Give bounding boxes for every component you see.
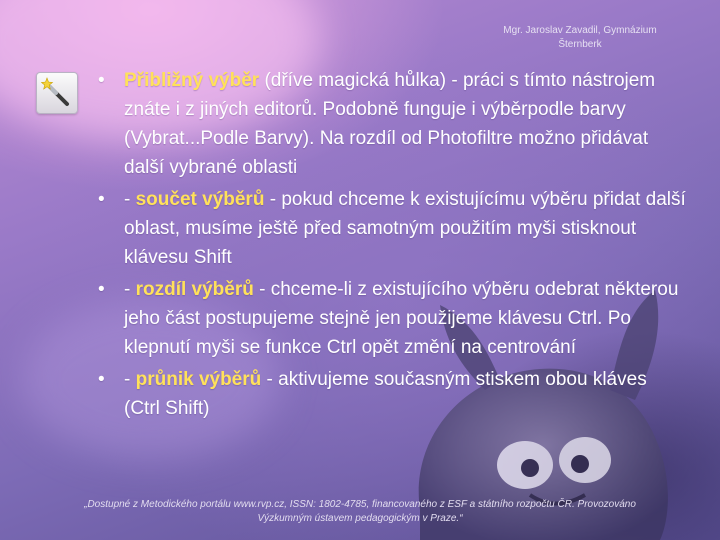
source-footer — [40, 498, 680, 526]
bullet-icon: • — [98, 369, 105, 390]
magic-wand-icon — [36, 72, 78, 114]
list-item — [96, 365, 686, 423]
bullet-list — [96, 66, 686, 426]
term-highlight: rozdíl výběrů — [135, 279, 254, 300]
item-text: - pokud chceme k existujícímu výběru přidat další oblast, musíme ještě před samotným použitím myši stisknout klávesu Shift — [124, 189, 686, 268]
item-prefix: - — [124, 189, 136, 210]
author-line: Mgr. Jaroslav Zavadil, Gymnázium — [503, 25, 657, 36]
bullet-icon: • — [98, 189, 105, 210]
item-text: - aktivujeme současným stiskem obou kláves (Ctrl Shift) — [124, 369, 647, 419]
item-text: (dříve magická hůlka) - práci s tímto nástrojem znáte i z jiných editorů. Podobně funguje i výběrpodle barvy (Vybrat...Podle Barvy). Na rozdíl od Photofiltre možno přidávat další vybrané oblasti — [124, 70, 656, 178]
list-item — [96, 185, 686, 272]
footer-line: Výzkumným ústavem pedagogickým v Praze.“ — [257, 513, 463, 524]
footer-line: „Dostupné z Metodického portálu www.rvp.cz, ISSN: 1802-4785, financovaného z ESF a státního rozpočtu ČR. Provozováno — [84, 499, 636, 510]
term-highlight: Přibližný výběr — [124, 70, 260, 91]
item-prefix: - — [124, 369, 136, 390]
bullet-icon: • — [98, 70, 105, 91]
item-prefix: - — [124, 279, 136, 300]
bullet-icon: • — [98, 279, 105, 300]
school-line: Šternberk — [558, 39, 602, 50]
author-header — [480, 24, 680, 52]
term-highlight: součet výběrů — [135, 189, 265, 210]
list-item — [96, 66, 686, 182]
magic-wand-icon-graphic — [37, 73, 77, 113]
term-highlight: průnik výběrů — [135, 369, 262, 390]
list-item — [96, 275, 686, 362]
item-text: - chceme-li z existujícího výběru odebrat některou jeho část postupujeme stejně jen použijeme klávesu Ctrl. Po klepnutí myši se funkce Ctrl opět změní na centrování — [124, 279, 679, 358]
